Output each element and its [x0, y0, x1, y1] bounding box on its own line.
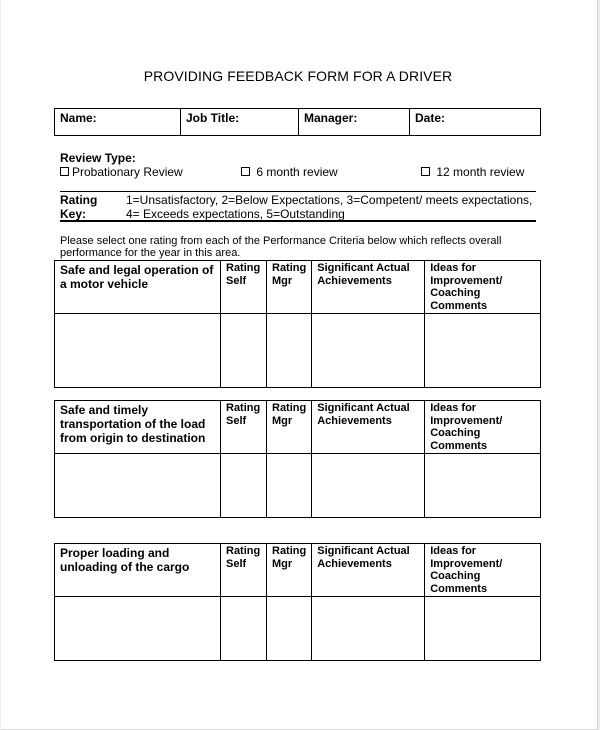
date-field[interactable] — [410, 109, 541, 136]
rating-mgr-header: Rating Mgr — [267, 261, 312, 314]
checkbox-icon[interactable] — [60, 167, 69, 176]
manager-field[interactable] — [299, 109, 410, 136]
header-fields-table — [54, 108, 541, 136]
achievements-cell[interactable] — [312, 597, 425, 661]
rating-mgr-cell[interactable] — [267, 597, 312, 661]
rating-mgr-header: Rating Mgr — [267, 401, 312, 454]
review-type-section — [60, 151, 540, 179]
rating-mgr-cell[interactable] — [267, 314, 312, 388]
achievements-cell[interactable] — [312, 454, 425, 518]
criterion-label: Proper loading and unloading of the cargo — [55, 544, 221, 597]
rating-self-header: Rating Self — [221, 544, 267, 597]
twelve-month-review-option[interactable] — [421, 165, 524, 179]
ideas-cell[interactable] — [425, 314, 541, 388]
twelve-month-review-label: 12 month review — [436, 165, 525, 179]
rating-mgr-cell[interactable] — [267, 454, 312, 518]
six-month-review-option[interactable] — [241, 165, 338, 179]
probationary-review-label: Probationary Review — [72, 165, 183, 179]
job-title-label: Job Title: — [186, 111, 240, 125]
criterion-table-2 — [54, 400, 541, 518]
divider — [60, 220, 536, 222]
name-label: Name: — [60, 111, 97, 125]
manager-label: Manager: — [304, 111, 358, 125]
rating-key-label — [60, 193, 97, 221]
name-field[interactable] — [55, 109, 181, 136]
checkbox-icon[interactable] — [241, 167, 250, 176]
criterion-notes-cell[interactable] — [55, 597, 221, 661]
rating-self-header: Rating Self — [221, 401, 267, 454]
rating-mgr-header: Rating Mgr — [267, 544, 312, 597]
criterion-table-1 — [54, 260, 541, 388]
rating-self-cell[interactable] — [221, 597, 267, 661]
rating-self-header: Rating Self — [221, 261, 267, 314]
probationary-review-option[interactable] — [60, 165, 183, 179]
form-title: PROVIDING FEEDBACK FORM FOR A DRIVER — [143, 68, 453, 84]
criterion-label: Safe and timely transportation of the load from origin to destination — [55, 401, 221, 454]
criterion-notes-cell[interactable] — [55, 454, 221, 518]
criterion-notes-cell[interactable] — [55, 314, 221, 388]
instructions-text: Please select one rating from each of the Performance Criteria below which reflects overall performance for the year in this area. — [60, 235, 502, 259]
rating-key-line2: 4= Exceeds expectations, 5=Outstanding — [126, 207, 345, 221]
achievements-header: Significant Actual Achievements — [312, 544, 425, 597]
rating-key-label-line1: Rating — [60, 193, 98, 207]
ideas-header: Ideas for Improvement/ Coaching Comments — [425, 401, 541, 454]
criterion-table-3 — [54, 543, 541, 661]
rating-key-line1: 1=Unsatisfactory, 2=Below Expectations, 3=Competent/ meets expectations, — [126, 193, 533, 207]
rating-key-text — [126, 193, 532, 221]
form-page — [1, 0, 598, 730]
rating-self-cell[interactable] — [221, 454, 267, 518]
six-month-review-label: 6 month review — [256, 165, 338, 179]
ideas-cell[interactable] — [425, 454, 541, 518]
job-title-field[interactable] — [181, 109, 299, 136]
ideas-cell[interactable] — [425, 597, 541, 661]
review-type-label: Review Type: — [60, 151, 136, 165]
achievements-header: Significant Actual Achievements — [312, 261, 425, 314]
rating-self-cell[interactable] — [221, 314, 267, 388]
achievements-header: Significant Actual Achievements — [312, 401, 425, 454]
date-label: Date: — [415, 111, 446, 125]
checkbox-icon[interactable] — [421, 167, 430, 176]
achievements-cell[interactable] — [312, 314, 425, 388]
ideas-header: Ideas for Improvement/ Coaching Comments — [425, 544, 541, 597]
ideas-header: Ideas for Improvement/ Coaching Comments — [425, 261, 541, 314]
divider — [60, 191, 536, 192]
criterion-label: Safe and legal operation of a motor vehicle — [55, 261, 221, 314]
rating-key-label-line2: Key: — [60, 207, 87, 221]
